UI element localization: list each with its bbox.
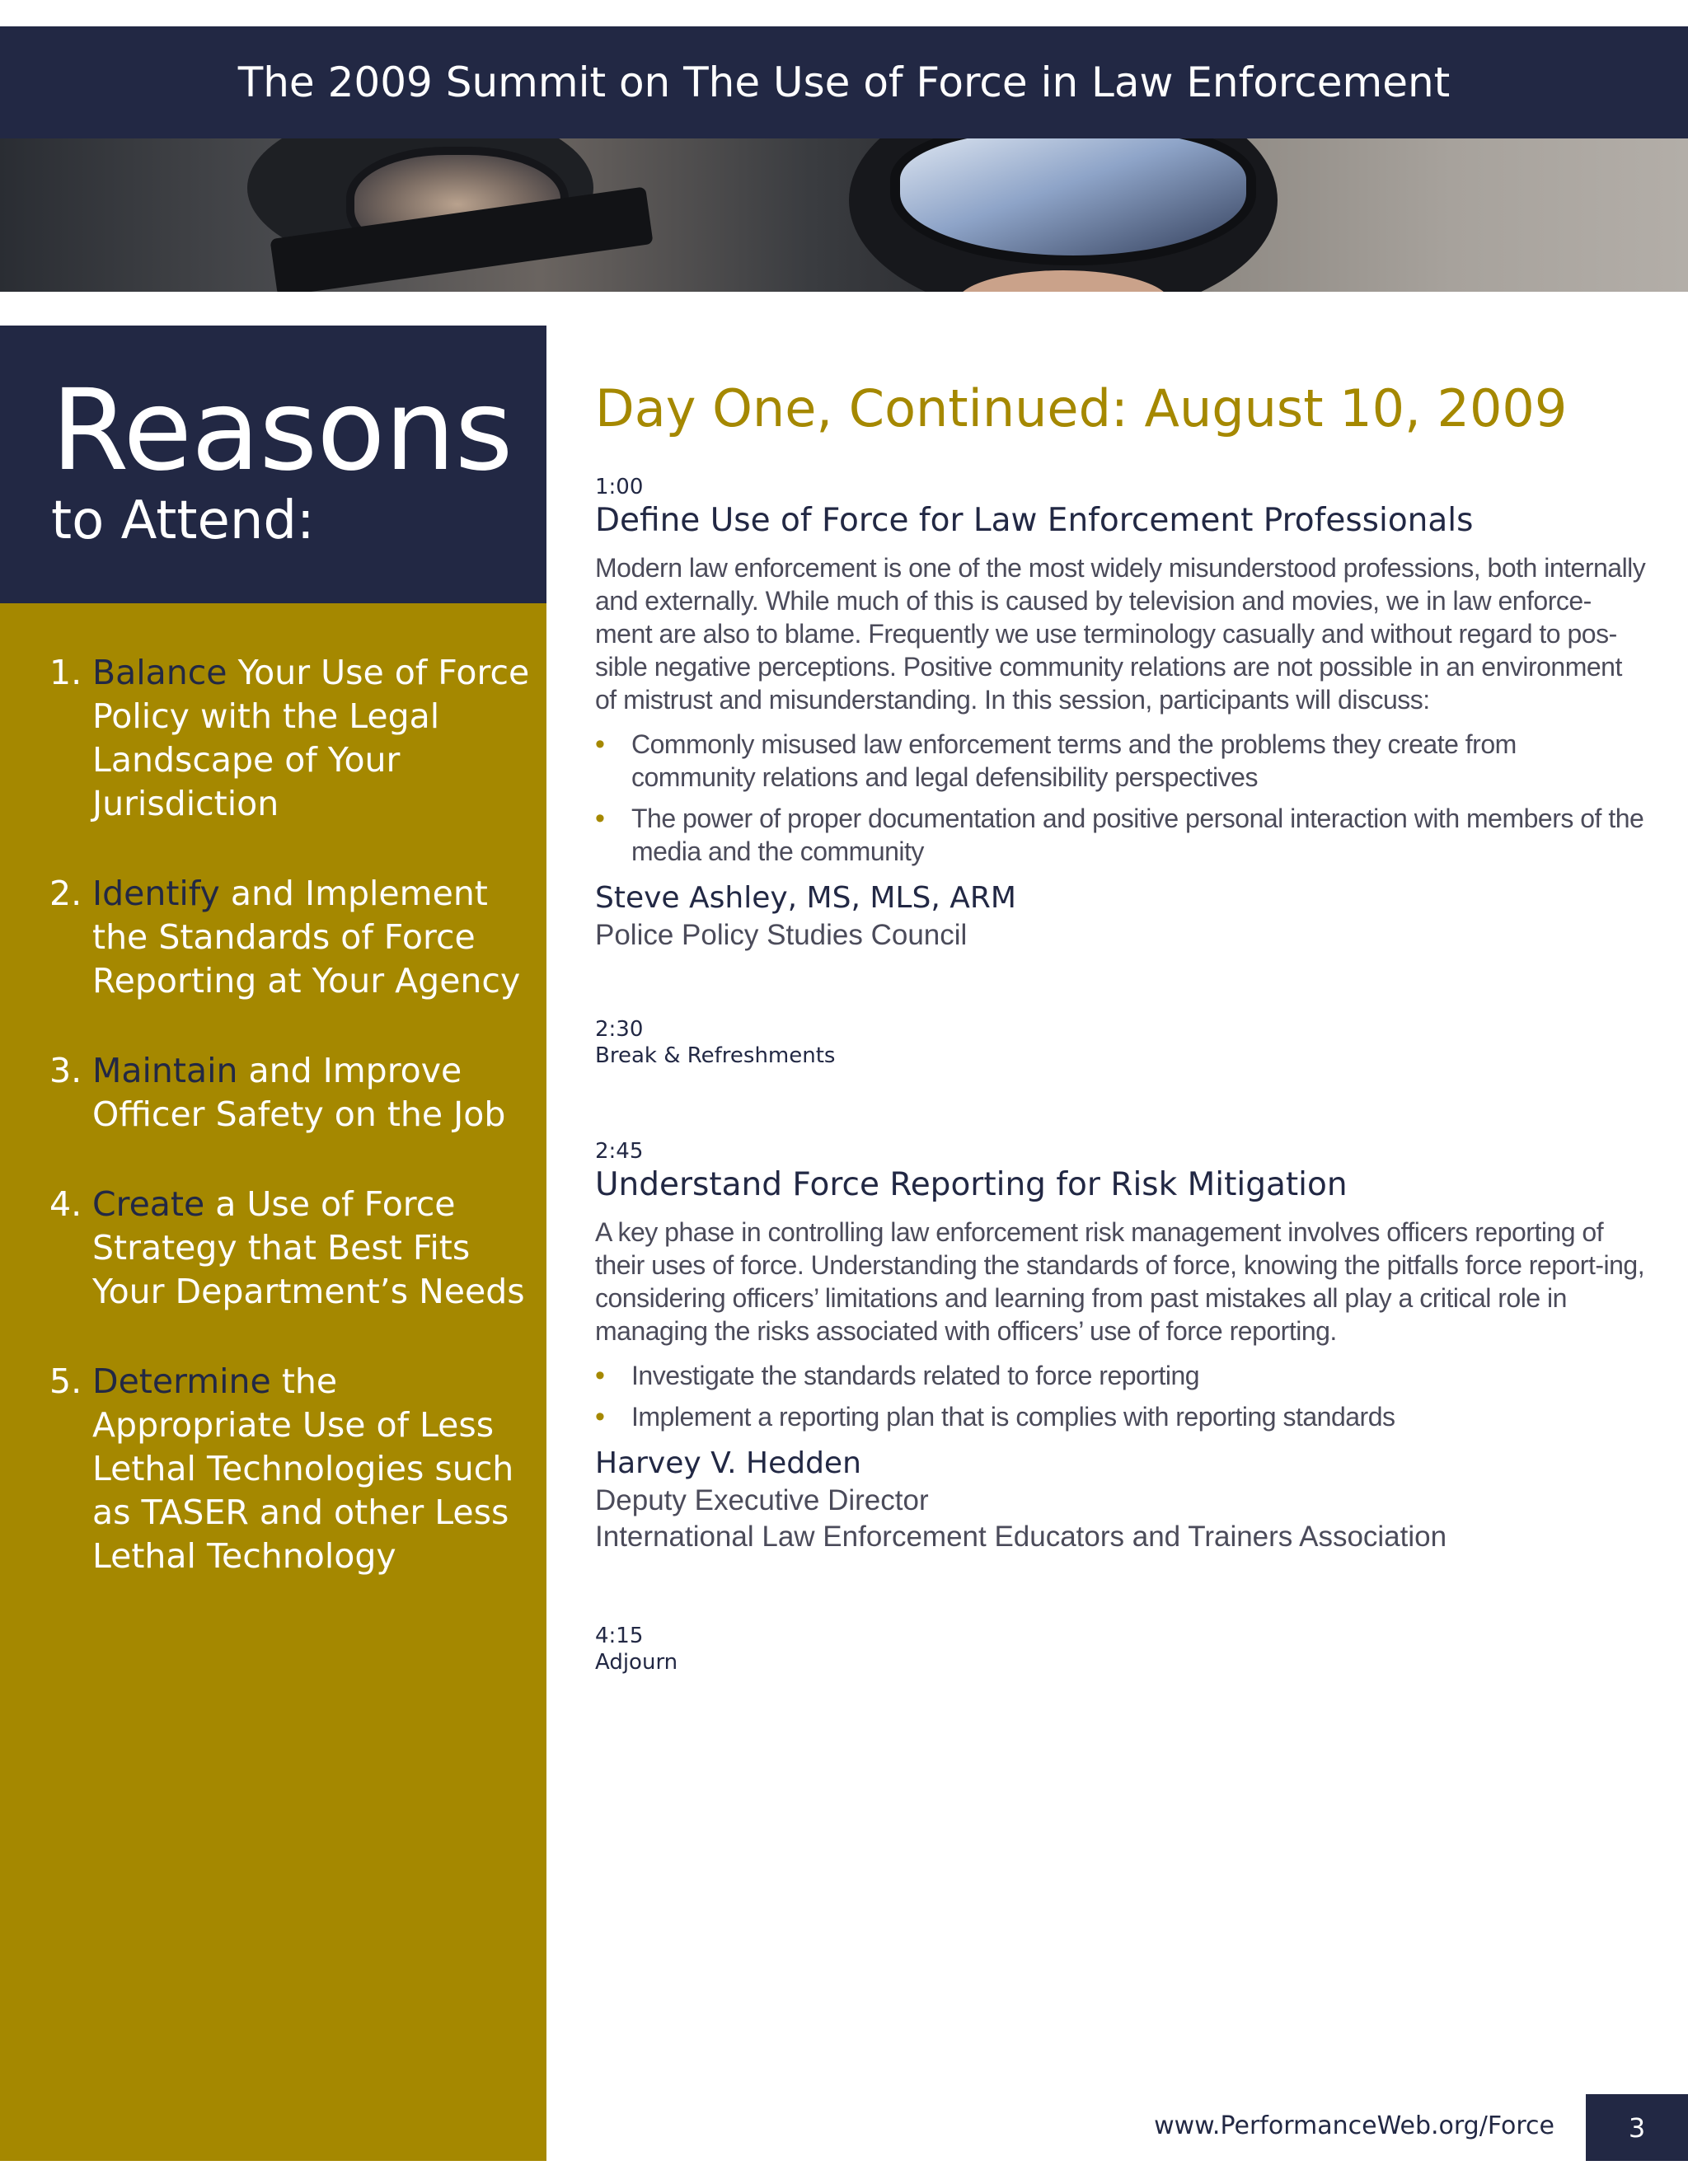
bullet-text: Investigate the standards related to force reporting — [631, 1361, 1200, 1390]
bullet-text: Implement a reporting plan that is complies with reporting standards — [631, 1402, 1395, 1432]
reasons-title: Reasons — [51, 366, 513, 496]
session-description: A key phase in controlling law enforcement risk management involves officers reporting of their uses of force. Understanding the standards of force, knowing the pitfalls force report-ing, considering officers’ limitations and learning from past mistakes all play a critical role in managing the risks associated with officers’ use of force reporting. — [595, 1217, 1645, 1346]
reason-text — [92, 1360, 536, 1578]
bullet-item — [595, 1359, 1646, 1392]
bullet-item — [595, 728, 1646, 794]
day-title: Day One, Continued: August 10, 2009 — [595, 378, 1568, 438]
bullet-text: Commonly misused law enforcement terms and the problems they create from community relations and legal defensibility perspectives — [631, 729, 1517, 792]
reason-item — [49, 1360, 536, 1578]
reason-number: 4. — [49, 1184, 82, 1224]
speaker-title: Deputy Executive Director — [595, 1484, 929, 1516]
page-number-badge: 3 — [1586, 2094, 1688, 2161]
bullet-item — [595, 802, 1646, 868]
bullet-item — [595, 1400, 1646, 1433]
agenda-content — [595, 378, 1646, 1675]
bullet-dot-icon: • — [595, 729, 605, 760]
reason-keyword: Determine — [92, 1361, 271, 1401]
summit-title: The 2009 Summit on The Use of Force in Law Enforcement — [237, 59, 1451, 106]
reason-keyword: Maintain — [92, 1051, 238, 1090]
speaker-name: Harvey V. Hedden — [595, 1446, 861, 1480]
reason-text — [92, 872, 536, 1003]
reason-number: 1. — [49, 653, 82, 692]
footer-url-link[interactable]: www.PerformanceWeb.org/Force — [1154, 2111, 1554, 2140]
reasons-subtitle: to Attend: — [51, 490, 315, 551]
reason-text — [92, 1049, 536, 1137]
reason-rest: Your Use of Force Policy with the Legal Landscape of Your Jurisdiction — [92, 653, 530, 823]
bullet-dot-icon: • — [595, 803, 605, 834]
adjourn-time: 4:15 — [595, 1624, 644, 1648]
reason-item — [49, 651, 536, 826]
reason-item — [49, 1049, 536, 1137]
reason-item — [49, 872, 536, 1003]
session-time: 1:00 — [595, 475, 644, 499]
speaker-organization: Police Policy Studies Council — [595, 919, 968, 951]
bullet-dot-icon: • — [595, 1401, 605, 1432]
reason-rest: and Improve Officer Safety on the Job — [92, 1051, 506, 1134]
reason-keyword: Balance — [92, 653, 227, 692]
reason-rest: the Appropriate Use of Less Lethal Technologies such as TASER and other Less Lethal Technology — [92, 1361, 514, 1576]
reasons-list — [49, 651, 536, 1624]
adjourn-label: Adjourn — [595, 1650, 678, 1675]
session-bullets — [595, 728, 1646, 868]
session-description: Modern law enforcement is one of the most widely misunderstood professions, both internally and externally. While much of this is caused by television and movies, we in law enforce-ment are also to blame. Frequently we use terminology casually and without regard to pos-sible negative perceptions. Positive community relations are not possible in an environment of mistrust and misunderstanding. In this session, participants will discuss: — [595, 553, 1646, 715]
adjourn-block — [595, 1623, 1646, 1675]
reason-keyword: Create — [92, 1184, 205, 1224]
break-time: 2:30 — [595, 1017, 644, 1042]
reason-text — [92, 1183, 536, 1314]
reason-item — [49, 1183, 536, 1314]
speaker-name: Steve Ashley, MS, MLS, ARM — [595, 881, 1016, 915]
reason-number: 2. — [49, 874, 82, 913]
session-title: Define Use of Force for Law Enforcement Professionals — [595, 502, 1474, 539]
session-title: Understand Force Reporting for Risk Mitigation — [595, 1166, 1348, 1203]
bullet-text: The power of proper documentation and positive personal interaction with members of the media and the community — [631, 804, 1644, 866]
reason-keyword: Identify — [92, 874, 220, 913]
reason-text — [92, 651, 536, 826]
speaker-organization: International Law Enforcement Educators and Trainers Association — [595, 1521, 1447, 1553]
session-block — [595, 1138, 1646, 1555]
header-photo — [0, 138, 1688, 292]
break-block — [595, 1016, 1646, 1069]
session-block — [595, 474, 1646, 954]
reason-rest: and Implement the Standards of Force Reporting at Your Agency — [92, 874, 521, 1001]
session-time: 2:45 — [595, 1139, 644, 1164]
reason-rest: a Use of Force Strategy that Best Fits Your Department’s Needs — [92, 1184, 525, 1311]
session-bullets — [595, 1359, 1646, 1433]
break-label: Break & Refreshments — [595, 1043, 836, 1068]
reason-number: 5. — [49, 1361, 82, 1401]
bullet-dot-icon: • — [595, 1360, 605, 1391]
reason-number: 3. — [49, 1051, 82, 1090]
header-banner — [0, 26, 1688, 138]
